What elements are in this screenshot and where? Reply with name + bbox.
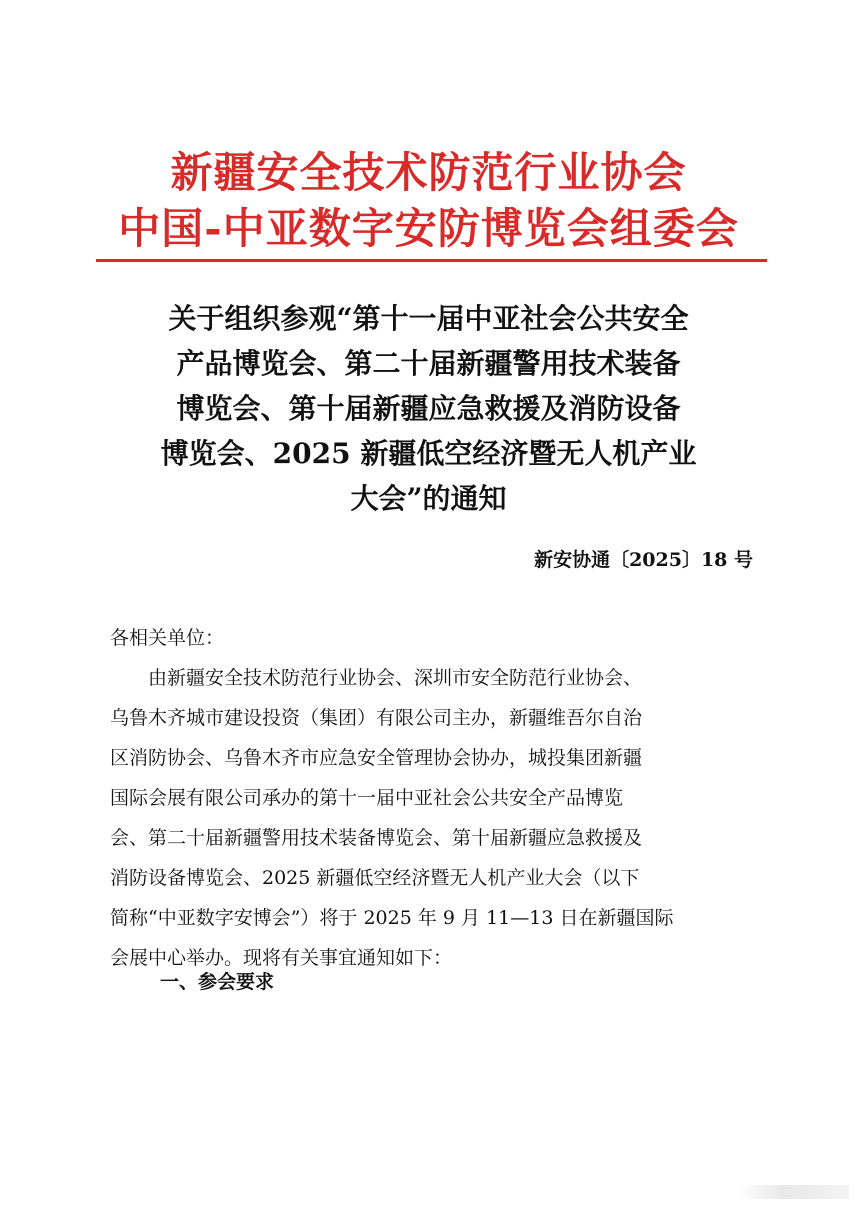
document-number: 新安协通〔2025〕18 号 xyxy=(534,549,753,571)
paragraph-line: 国际会展有限公司承办的第十一届中亚社会公共安全产品博览 xyxy=(110,787,624,809)
document-title xyxy=(60,296,797,521)
section-heading: 一、参会要求 xyxy=(160,971,275,993)
paragraph-line: 由新疆安全技术防范行业协会、深圳市安全防范行业协会、 xyxy=(110,667,643,689)
body-paragraph xyxy=(110,658,750,978)
issuer-org-line-2: 中国-中亚数字安防博览会组委会 xyxy=(118,204,739,253)
title-line: 关于组织参观“第十一届中亚社会公共安全 xyxy=(168,302,689,335)
issuer-org-line-1: 新疆安全技术防范行业协会 xyxy=(170,148,687,197)
red-header-rule xyxy=(96,259,767,262)
title-line: 博览会、第十届新疆应急救援及消防设备 xyxy=(176,392,681,425)
salutation: 各相关单位： xyxy=(110,627,225,649)
scan-watermark xyxy=(739,1185,849,1199)
paragraph-line: 乌鲁木齐城市建设投资（集团）有限公司主办，新疆维吾尔自治 xyxy=(110,707,643,729)
paragraph-line: 消防设备博览会、2025 新疆低空经济暨无人机产业大会（以下 xyxy=(110,867,640,889)
title-line: 产品博览会、第二十届新疆警用技术装备 xyxy=(176,347,681,380)
paragraph-line: 简称“中亚数字安博会”）将于 2025 年 9 月 11—13 日在新疆国际 xyxy=(110,907,674,929)
title-line: 大会”的通知 xyxy=(350,482,507,515)
paragraph-line: 会、第二十届新疆警用技术装备博览会、第十届新疆应急救援及 xyxy=(110,827,643,849)
paragraph-line: 会展中心举办。现将有关事宜通知如下： xyxy=(110,947,453,969)
title-line: 博览会、2025 新疆低空经济暨无人机产业 xyxy=(160,437,697,470)
paragraph-line: 区消防协会、乌鲁木齐市应急安全管理协会协办，城投集团新疆 xyxy=(110,747,643,769)
